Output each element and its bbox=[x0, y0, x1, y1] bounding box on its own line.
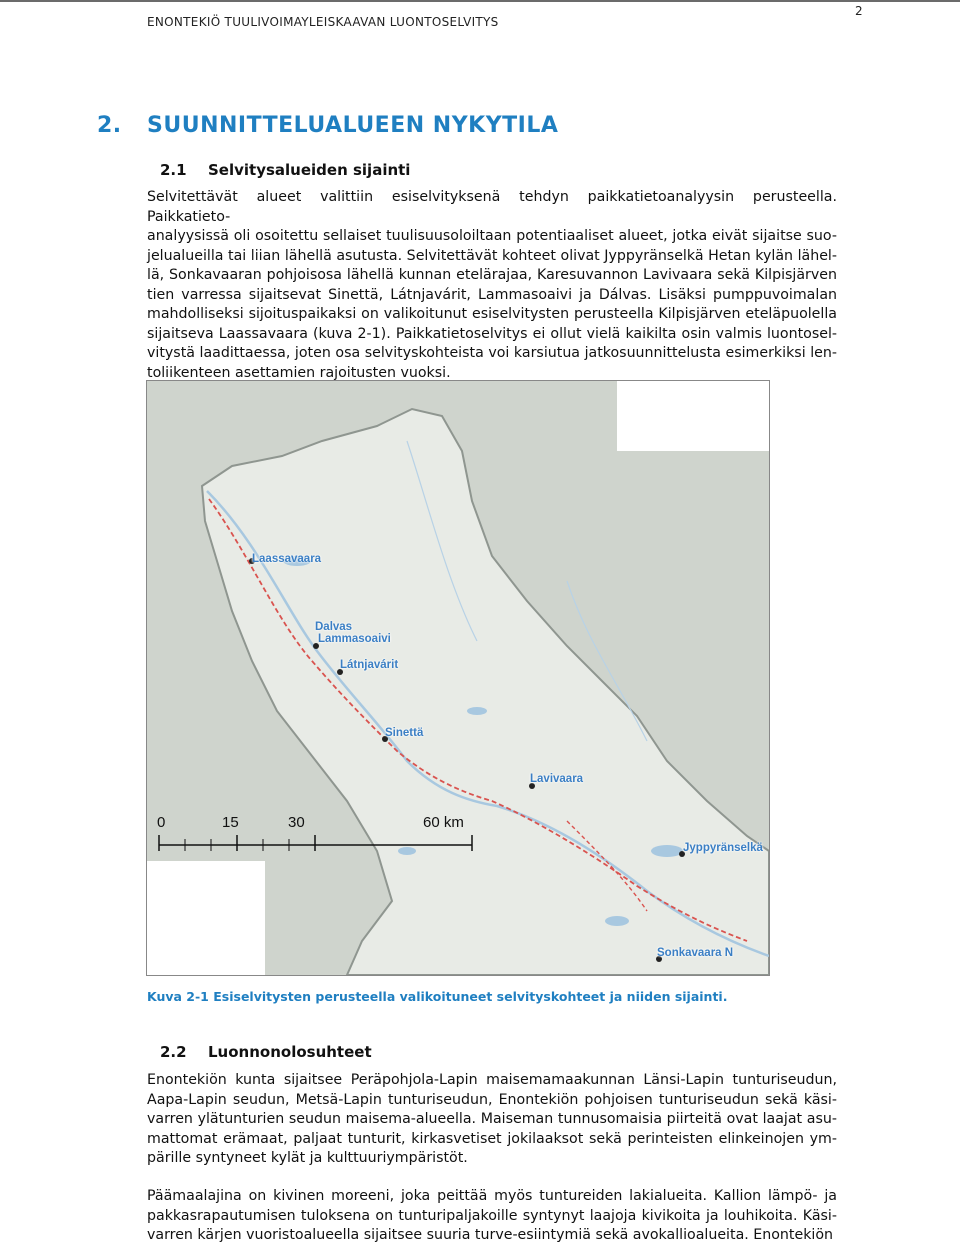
paragraph-line: Enontekiön kunta sijaitsee Peräpohjola-Lapin maisemamaakunnan Länsi-Lapin tunturiseudun, bbox=[147, 1072, 837, 1088]
paragraph-line: jelualueilla tai liian lähellä asutusta. Selvitettävät kohteet olivat Jyppyränselkä Hetan kylän lähel- bbox=[147, 247, 837, 264]
lake bbox=[398, 847, 416, 855]
lake bbox=[467, 707, 487, 715]
map-figure bbox=[146, 380, 770, 976]
map-label-sonkavaara: Sonkavaara N bbox=[657, 947, 734, 959]
map-label-lammasoaivi: Lammasoaivi bbox=[318, 633, 391, 645]
map-label-laassavaara: Laassavaara bbox=[252, 553, 322, 565]
page-number: 2 bbox=[855, 4, 863, 18]
section-2-heading bbox=[97, 113, 558, 138]
paragraph-line: mahdolliseksi sijoituspaikaksi on valikoitunut esiselvitysten perusteella Kilpisjärven eteläpuolella bbox=[147, 306, 837, 322]
map-label-lavivaara: Lavivaara bbox=[530, 773, 584, 785]
paragraph-line: Aapa-Lapin seudun, Metsä-Lapin tunturiseudun, Enontekiön pohjoisen tunturiseudun sekä käsi- bbox=[147, 1091, 837, 1108]
map-label-dalvas: Dalvas bbox=[315, 621, 353, 633]
paragraph-line: analyysissä oli osoitettu sellaiset tuulisuusoloiltaan potentiaaliset alueet, jotka eivät sijaitse suo- bbox=[147, 228, 837, 244]
scale-label-15: 15 bbox=[222, 814, 239, 831]
section-2-number: 2. bbox=[97, 113, 122, 138]
map-label-sinetta: Sinettä bbox=[385, 727, 424, 739]
paragraph-line: toliikenteen asettamien rajoitusten vuoksi. bbox=[147, 364, 451, 381]
scale-label-0: 0 bbox=[157, 814, 166, 831]
paragraph-line: varren kärjen vuoristoalueella sijaitsee suuria turve-esiintymiä sekä avokallioalueita. Enontekiön bbox=[147, 1227, 834, 1243]
lake bbox=[605, 916, 629, 926]
map-graphic bbox=[147, 381, 769, 975]
section-2-2-number: 2.2 bbox=[160, 1043, 187, 1061]
running-header: ENONTEKIÖ TUULIVOIMAYLEISKAAVAN LUONTOSELVITYS bbox=[147, 15, 499, 29]
section-2-1-paragraph bbox=[147, 188, 837, 383]
paragraph-line: Päämaalajina on kivinen moreeni, joka peittää myös tuntureiden lakialueita. Kallion lämpö- ja bbox=[147, 1188, 837, 1204]
top-rule bbox=[0, 0, 960, 2]
paragraph-line: vitystä laadittaessa, joten osa selvityskohteista voi karsiutua jatkosuunnittelusta esimerkiksi len- bbox=[147, 345, 837, 361]
map-label-jyppyranselka: Jyppyränselkä bbox=[683, 842, 763, 854]
map-inset-blank-lower bbox=[147, 861, 265, 975]
section-2-2-heading bbox=[160, 1043, 372, 1061]
paragraph-line: lä, Sonkavaaran pohjoisosa lähellä kunnan etelärajaa, Karesuvannon Lavivaara sekä Kilpisjärven bbox=[147, 267, 837, 283]
paragraph-line: sijaitseva Laassavaara (kuva 2-1). Paikkatietoselvitys ei ollut vielä kaikilta osin valmis luontosel- bbox=[147, 325, 837, 342]
section-2-title: SUUNNITTELUALUEEN NYKYTILA bbox=[147, 113, 559, 138]
section-2-1-heading bbox=[160, 161, 410, 179]
paragraph-line: Selvitettävät alueet valittiin esiselvityksenä tehdyn paikkatietoanalyysin perusteella. Paikkatieto- bbox=[147, 189, 837, 225]
paragraph-line: mattomat erämaat, paljaat tunturit, kirkasvetiset jokilaaksot sekä perinteisten elinkeinojen ym- bbox=[147, 1130, 837, 1147]
section-2-2-title: Luonnonolosuhteet bbox=[208, 1043, 372, 1061]
scale-label-30: 30 bbox=[288, 814, 305, 831]
section-2-1-title: Selvitysalueiden sijainti bbox=[208, 161, 411, 179]
figure-caption: Kuva 2-1 Esiselvitysten perusteella valikoituneet selvityskohteet ja niiden sijainti. bbox=[147, 989, 728, 1004]
section-2-2-paragraph-2 bbox=[147, 1187, 837, 1246]
section-2-2-paragraph-1 bbox=[147, 1071, 837, 1169]
map-inset-blank bbox=[617, 381, 769, 451]
paragraph-line: pakkasrapautumisen tuloksena on tunturipaljakoille syntynyt laajoja kivikoita ja louhikoita. Käsi- bbox=[147, 1207, 837, 1224]
paragraph-line: tien varressa sijaitsevat Sinettä, Látnjavárit, Lammasoaivi ja Dálvas. Lisäksi pumppuvoimalan bbox=[147, 286, 837, 303]
scale-label-60km: 60 km bbox=[423, 814, 464, 831]
section-2-1-number: 2.1 bbox=[160, 161, 187, 179]
paragraph-line: varren ylätunturien seudun maisema-alueella. Maiseman tunnusomaisia piirteitä ovat laajat asu- bbox=[147, 1111, 837, 1127]
lake bbox=[651, 845, 683, 857]
map-label-latnjavarit: Látnjavárit bbox=[340, 659, 399, 671]
paragraph-line: pärille syntyneet kylät ja kulttuuriympäristöt. bbox=[147, 1150, 468, 1166]
